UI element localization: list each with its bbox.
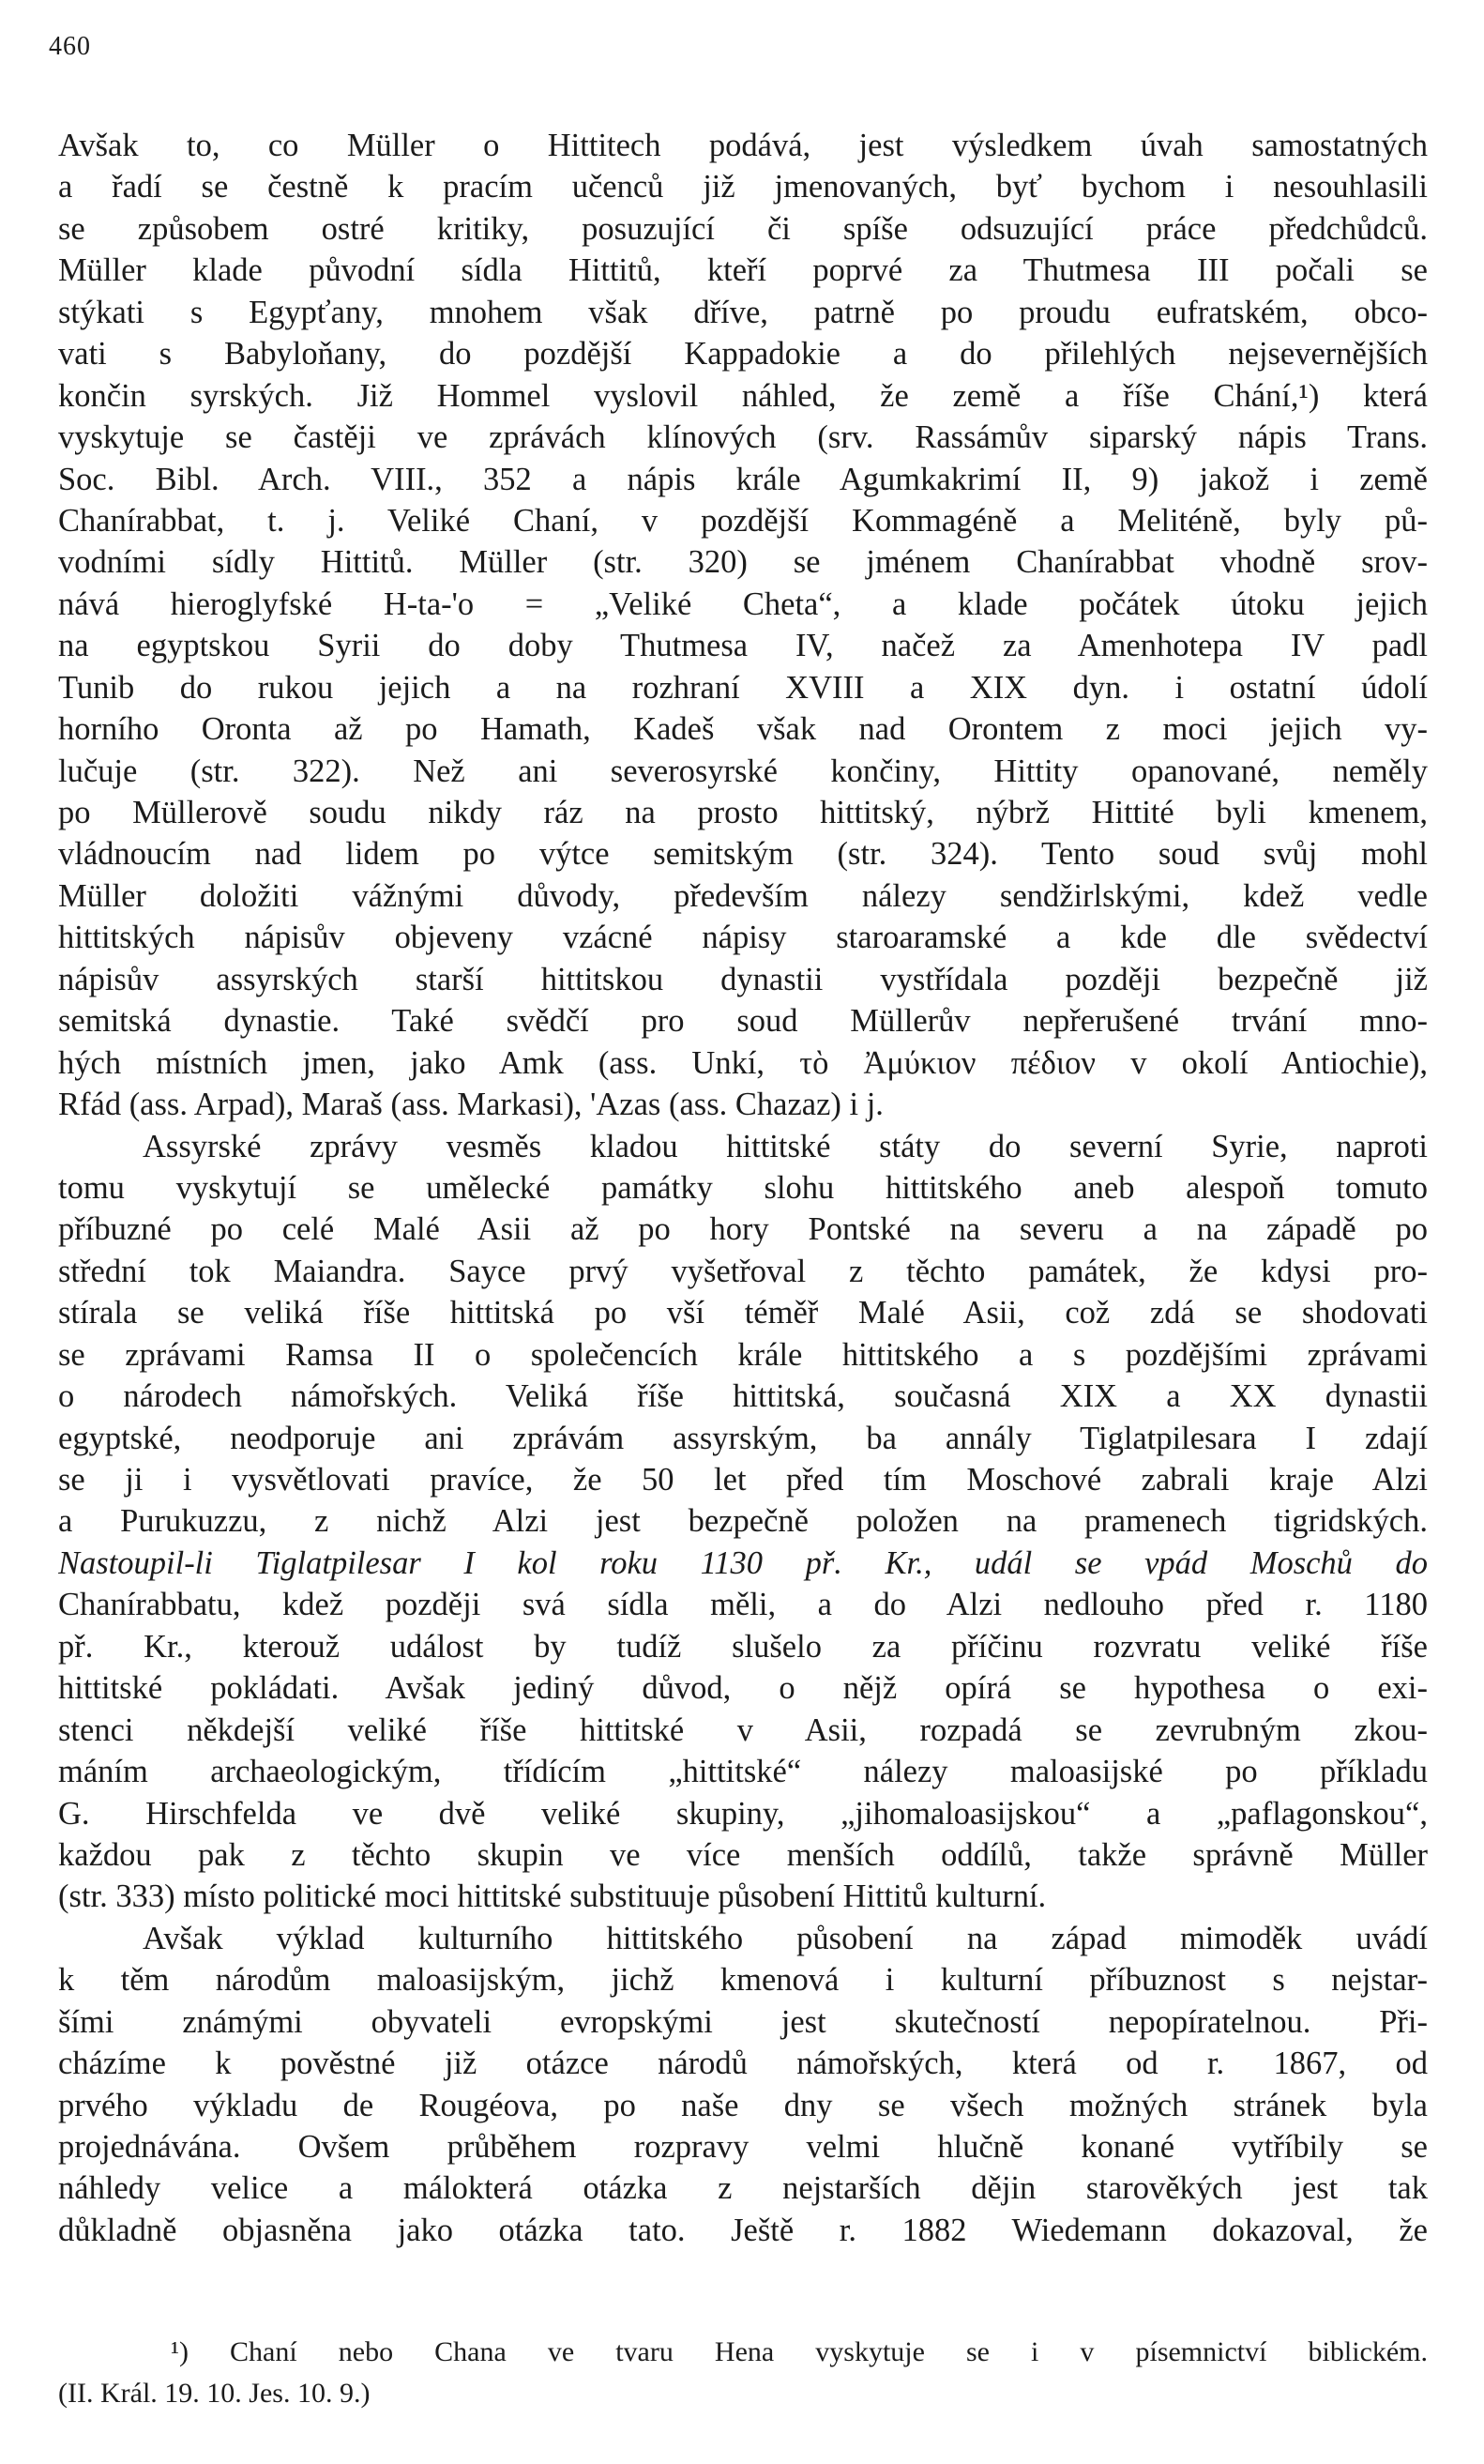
text-line: vodními sídly Hittitů. Müller (str. 320) se jménem Chanírabbat vhodně srov- (58, 544, 1428, 581)
page-number: 460 (49, 32, 91, 61)
footnote-line: (II. Král. 19. 10. Jes. 10. 9.) (58, 2378, 371, 2409)
footnotes (58, 2332, 1428, 2414)
text-line: na egyptskou Syrii do doby Thutmesa IV, načež za Amenhotepa IV padl (58, 628, 1428, 664)
footnote-line: ¹) Chaní nebo Chana ve tvaru Hena vyskytuje se i v písemnictví biblickém. (171, 2336, 1428, 2367)
text-line: náhledy velice a málokterá otázka z nejstarších dějin starověkých jest tak (58, 2170, 1428, 2207)
text-line: se ji i vysvětlovati pravíce, že 50 let před tím Moschové zabrali kraje Alzi (58, 1462, 1428, 1498)
text-line: a řadí se čestně k pracím učenců již jmenovaných, byť bychom i nesouhlasili (58, 169, 1428, 205)
paragraph-start-line: Assyrské zprávy vesměs kladou hittitské státy do severní Syrie, naproti (143, 1128, 1428, 1164)
text-line: Chanírabbat, t. j. Veliké Chaní, v pozdější Kommagéně a Meliténě, byly pů- (58, 502, 1428, 539)
text-line: horního Oronta až po Hamath, Kadeš však nad Orontem z moci jejich vy- (58, 711, 1428, 748)
text-line: stýkati s Egypťany, mnohem však dříve, patrně po proudu eufratském, obco- (58, 294, 1428, 330)
text-line: hittitské pokládati. Avšak jediný důvod, o nějž opírá se hypothesa o exi- (58, 1670, 1428, 1707)
main-text (58, 125, 1428, 2251)
text-line: vládnoucím nad lidem po výtce semitským (str. 324). Tento soud svůj mohl (58, 836, 1428, 873)
paragraph-end-line: Rfád (ass. Arpad), Maraš (ass. Markasi), 'Azas (ass. Chazaz) i j. (58, 1087, 884, 1123)
text-line: vyskytuje se častěji ve zprávách klínových (srv. Rassámův siparský nápis Trans. (58, 419, 1428, 456)
text-line: Avšak to, co Müller o Hittitech podává, jest výsledkem úvah samostatných (58, 128, 1428, 163)
text-line: Soc. Bibl. Arch. VIII., 352 a nápis krále Agumkakrimí II, 9) jakož i země (58, 461, 1428, 497)
text-line: G. Hirschfelda ve dvě veliké skupiny, „jihomaloasijskou“ a „paflagonskou“, (58, 1795, 1428, 1832)
text-line: příbuzné po celé Malé Asii až po hory Pontské na severu a na západě po (58, 1211, 1428, 1248)
text-line: končin syrských. Již Hommel vyslovil náhled, že země a říše Chání,¹) která (58, 377, 1428, 414)
text-line: se zprávami Ramsa II o společencích krále hittitského a s pozdějšími zprávami (58, 1336, 1428, 1373)
text-line: po Müllerově soudu nikdy ráz na prosto hittitský, nýbrž Hittité byli kmenem, (58, 795, 1428, 830)
text-line: každou pak z těchto skupin ve více menších oddílů, takže správně Müller (58, 1836, 1428, 1873)
paragraph-start-line: Avšak výklad kulturního hittitského působení na západ mimoděk uvádí (143, 1920, 1428, 1956)
text-line: máním archaeologickým, třídícím „hittitské“ nálezy maloasijské po příkladu (58, 1754, 1428, 1790)
text-line: k těm národům maloasijským, jichž kmenová i kulturní příbuznost s nejstar- (58, 1962, 1428, 1999)
text-line: Chanírabbatu, kdež později svá sídla měli, a do Alzi nedlouho před r. 1180 (58, 1587, 1428, 1623)
text-line: vati s Babyloňany, do pozdější Kappadokie a do přilehlých nejsevernějších (58, 336, 1428, 373)
text-line: šími známými obyvateli evropskými jest skutečností nepopíratelnou. Při- (58, 2003, 1428, 2040)
text-line: cházíme k pověstné již otázce národů námořských, která od r. 1867, od (58, 2046, 1428, 2082)
text-line: semitská dynastie. Také svědčí pro soud Müllerův nepřerušené trvání mno- (58, 1003, 1428, 1040)
text-line: nává hieroglyfské H-ta-'o = „Veliké Cheta“, a klade počátek útoku jejich (58, 586, 1428, 622)
text-line: Tunib do rukou jejich a na rozhraní XVIII a XIX dyn. i ostatní údolí (58, 669, 1428, 706)
text-line: se způsobem ostré kritiky, posuzující či spíše odsuzující práce předchůdců. (58, 210, 1428, 247)
text-line: Nastoupil-li Tiglatpilesar I kol roku 1130 př. Kr., udál se vpád Moschů do (58, 1544, 1428, 1581)
text-line: důkladně objasněna jako otázka tato. Ještě r. 1882 Wiedemann dokazoval, že (58, 2212, 1428, 2248)
text-line: projednávána. Ovšem průběhem rozpravy velmi hlučně konané vytříbily se (58, 2129, 1428, 2165)
text-line: egyptské, neodporuje ani zprávám assyrským, ba annály Tiglatpilesara I zdají (58, 1420, 1428, 1456)
text-line: Müller klade původní sídla Hittitů, kteří poprvé za Thutmesa III počali se (58, 252, 1428, 289)
text-line: stenci někdejší veliké říše hittitské v Asii, rozpadá se zevrubným zkou- (58, 1711, 1428, 1748)
text-line: hittitských nápisův objeveny vzácné nápisy staroaramské a kde dle svědectví (58, 920, 1428, 956)
paragraph-end-line: (str. 333) místo politické moci hittitské substituuje působení Hittitů kulturní. (58, 1878, 1047, 1915)
text-line: střední tok Maiandra. Sayce prvý vyšetřoval z těchto památek, že kdysi pro- (58, 1253, 1428, 1289)
text-line: tomu vyskytují se umělecké památky slohu hittitského aneb alespoň tomuto (58, 1169, 1428, 1206)
text-line: a Purukuzzu, z nichž Alzi jest bezpečně položen na pramenech tigridských. (58, 1503, 1428, 1540)
text-line: lučuje (str. 322). Než ani severosyrské končiny, Hittity opanované, neměly (58, 753, 1428, 789)
text-line: nápisův assyrských starší hittitskou dynastii vystřídala později bezpečně již (58, 961, 1428, 997)
text-line: o národech námořských. Veliká říše hittitská, současná XIX a XX dynastii (58, 1378, 1428, 1415)
text-line: stírala se veliká říše hittitská po vší téměř Malé Asii, což zdá se shodovati (58, 1295, 1428, 1331)
text-line: Müller doložiti vážnými důvody, především nálezy sendžirlskými, kdež vedle (58, 877, 1428, 914)
text-line: př. Kr., kterouž událost by tudíž slušelo za příčinu rozvratu veliké říše (58, 1628, 1428, 1665)
text-line: prvého výkladu de Rougéova, po naše dny se všech možných stránek byla (58, 2087, 1428, 2123)
text-line: hých místních jmen, jako Amk (ass. Unkí, τὸ Ἀμύκιον πέδιον v okolí Antiochie), (58, 1044, 1428, 1081)
